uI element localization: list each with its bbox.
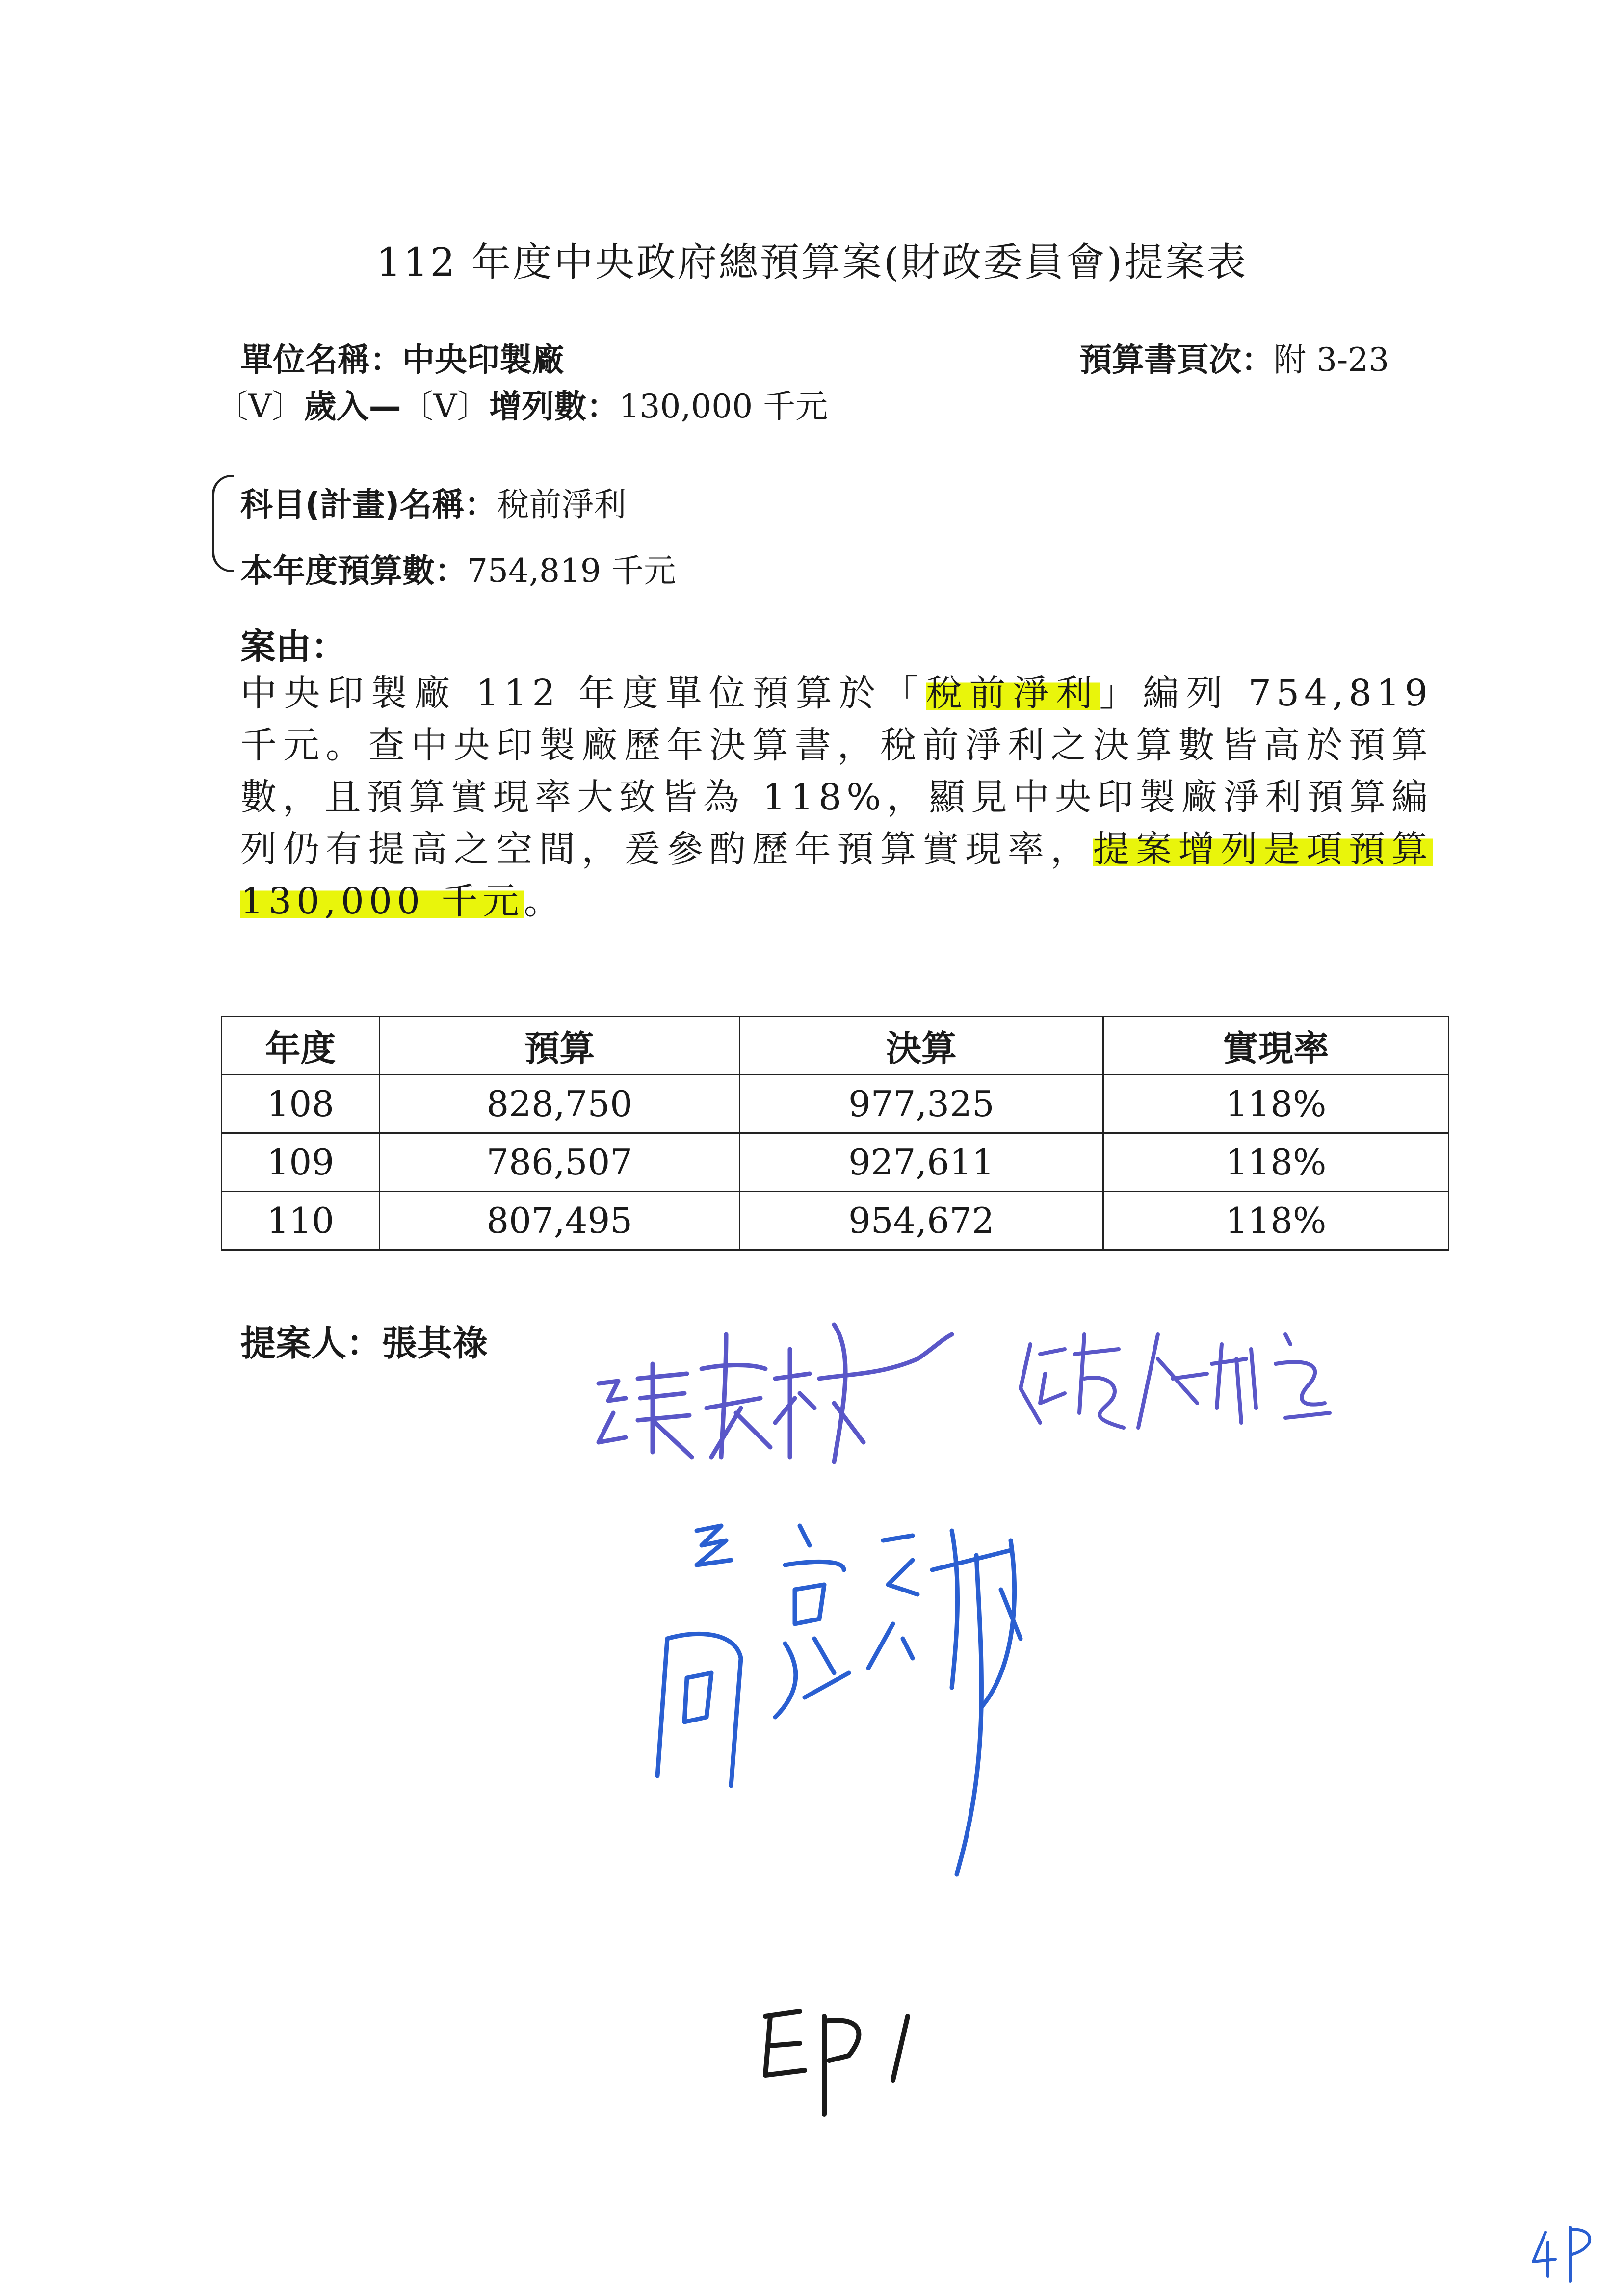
reason-text-2: 」編列 754,819 千元。查中央印製廠歷年決算書，稅前淨利之決算數皆高於預算數，且預算實現率大致皆為 118%，顯見中央印製廠淨利預算編列仍有提高之空間，爰參酌歷年預算實現率， xyxy=(240,672,1433,870)
cell-budget: 786,507 xyxy=(379,1133,739,1192)
increase-label: 增列數： xyxy=(489,388,619,425)
subject-value: 稅前淨利 xyxy=(497,486,627,523)
document-title: 112 年度中央政府總預算案(財政委員會)提案表 xyxy=(376,239,1248,285)
subject-label: 科目(計畫)名稱： xyxy=(240,486,497,523)
reason-heading: 案由： xyxy=(240,626,347,667)
handwritten-signature-1 xyxy=(579,1295,1011,1482)
page-ref-value: 附 3-23 xyxy=(1274,341,1389,379)
proposer-row xyxy=(240,1315,488,1366)
header-rate: 實現率 xyxy=(1103,1017,1448,1075)
category-row xyxy=(216,380,828,427)
proposer-name: 張其祿 xyxy=(382,1323,488,1364)
cell-actual: 954,672 xyxy=(739,1192,1103,1250)
table-header-row xyxy=(222,1017,1449,1075)
unit-row xyxy=(240,334,564,380)
page-ref-label: 預算書頁次： xyxy=(1079,341,1274,379)
budget-history-table xyxy=(221,1016,1449,1251)
cell-rate: 118% xyxy=(1103,1075,1448,1133)
current-budget-row xyxy=(240,545,676,591)
unit-value: 中央印製廠 xyxy=(402,341,564,379)
cell-budget: 807,495 xyxy=(379,1192,739,1250)
table-row xyxy=(222,1133,1449,1192)
increase-value: 130,000 千元 xyxy=(619,388,828,425)
table-row xyxy=(222,1075,1449,1133)
header-actual: 決算 xyxy=(739,1017,1103,1075)
cell-rate: 118% xyxy=(1103,1133,1448,1192)
handwritten-signature-2 xyxy=(1011,1305,1364,1452)
cell-year: 108 xyxy=(222,1075,380,1133)
handwritten-signature-3 xyxy=(638,1511,1109,1884)
revenue-label: 歲入— xyxy=(304,388,401,425)
reason-text-1: 中央印製廠 112 年度單位預算於「 xyxy=(240,672,926,714)
cell-year: 109 xyxy=(222,1133,380,1192)
cell-rate: 118% xyxy=(1103,1192,1448,1250)
cell-budget: 828,750 xyxy=(379,1075,739,1133)
current-budget-label: 本年度預算數： xyxy=(240,552,467,590)
cell-actual: 927,611 xyxy=(739,1133,1103,1192)
reason-paragraph xyxy=(240,667,1433,927)
cell-year: 110 xyxy=(222,1192,380,1250)
header-budget: 預算 xyxy=(379,1017,739,1075)
header-year: 年度 xyxy=(222,1017,380,1075)
subject-bracket xyxy=(212,475,234,572)
page-ref-row xyxy=(1079,334,1389,380)
subject-row xyxy=(240,478,626,525)
reason-highlight-subject: 稅前淨利 xyxy=(925,672,1100,714)
reason-highlight-proposal: 提案增列是項預算 130,000 千元 xyxy=(240,828,1433,922)
handwritten-note xyxy=(751,1997,937,2124)
revenue-checkbox: 〔V〕 xyxy=(216,388,304,425)
table-row xyxy=(222,1192,1449,1250)
page-mark xyxy=(1526,2218,1599,2286)
proposer-label: 提案人： xyxy=(240,1323,382,1364)
unit-label: 單位名稱： xyxy=(240,341,402,379)
current-budget-value: 754,819 千元 xyxy=(467,552,676,590)
cell-actual: 977,325 xyxy=(739,1075,1103,1133)
reason-text-3: 。 xyxy=(524,880,565,922)
increase-checkbox: 〔V〕 xyxy=(401,388,490,425)
